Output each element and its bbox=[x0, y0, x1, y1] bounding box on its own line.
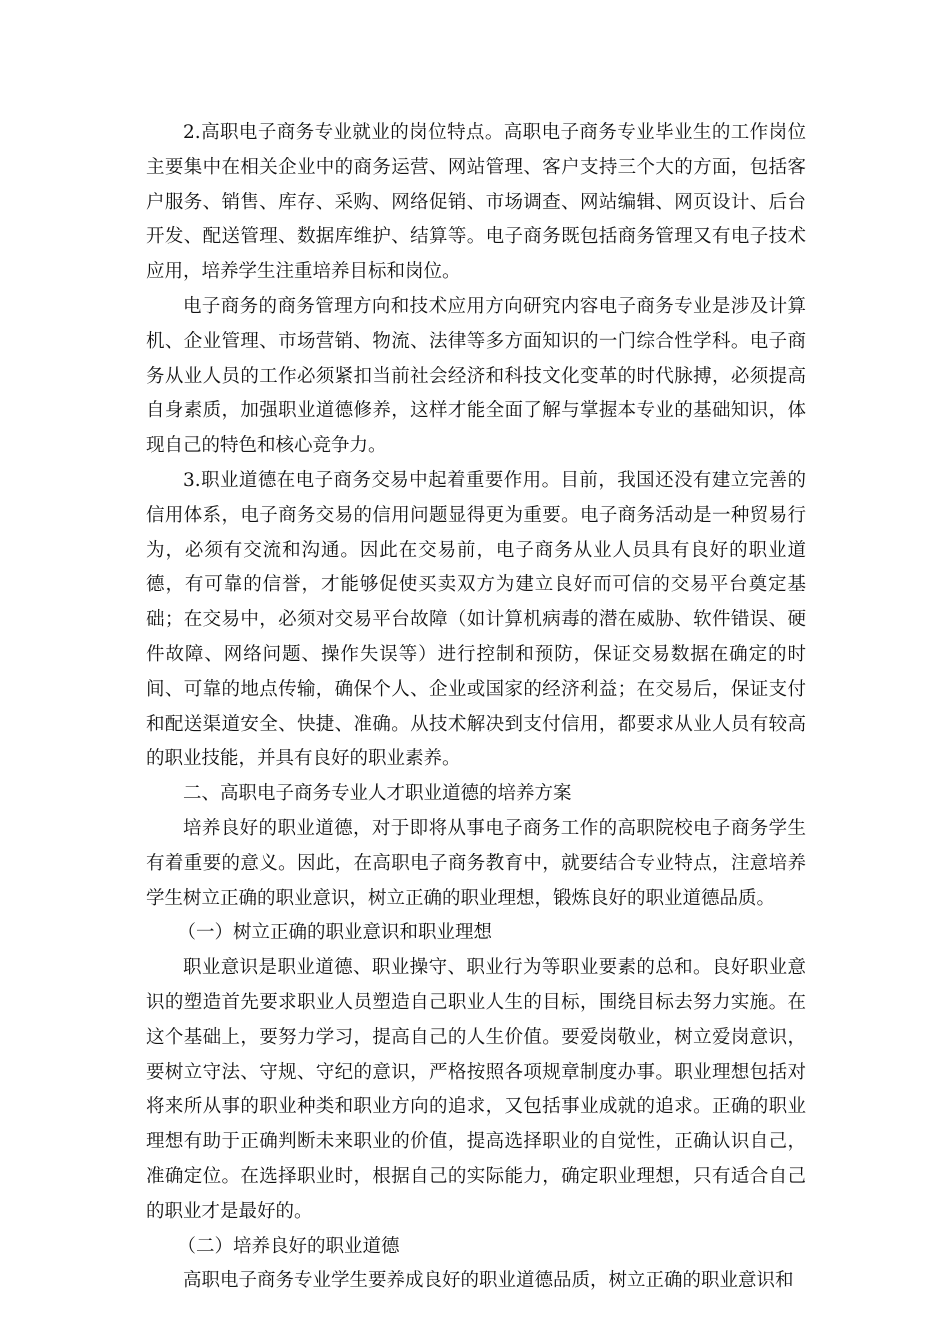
paragraph-professional-ethics: 高职电子商务专业学生要养成良好的职业道德品质，树立正确的职业意识和 bbox=[183, 1270, 794, 1292]
paragraph-training-intro: 培养良好的职业道德，对于即将从事电子商务工作的高职院校电子商务学生有着重要的意义。因此，在高职电子商务教育中，就要结合专业特点，注意培养学生树立正确的职业意识，树立正确的职业理想，锻炼良好的职业道德品质。 bbox=[146, 817, 806, 909]
subheading-career-awareness: （一）树立正确的职业意识和职业理想 bbox=[177, 922, 492, 944]
subheading-professional-ethics: （二）培养良好的职业道德 bbox=[177, 1235, 400, 1257]
paragraph-career-awareness: 职业意识是职业道德、职业操守、职业行为等职业要素的总和。良好职业意识的塑造首先要求职业人员塑造自己职业人生的目标，围绕目标去努力实施。在这个基础上，要努力学习，提高自己的人生价值。要爱岗敬业，树立爱岗意识，要树立守法、守规、守纪的意识，严格按照各项规章制度办事。职业理想包括对将来所从事的职业种类和职业方向的追求，又包括事业成就的追求。正确的职业理想有助于正确判断未来职业的价值，提高选择职业的自觉性，正确认识自己，准确定位。在选择职业时，根据自己的实际能力，确定职业理想，只有适合自己的职业才是最好的。 bbox=[146, 957, 806, 1222]
section-heading-training-plan: 二、高职电子商务专业人才职业道德的培养方案 bbox=[183, 783, 572, 805]
paragraph-job-characteristics: 2.高职电子商务专业就业的岗位特点。高职电子商务专业毕业生的工作岗位主要集中在相关企业中的商务运营、网站管理、客户支持三个大的方面，包括客户服务、销售、库存、采购、网络促销、市场调查、网站编辑、网页设计、后台开发、配送管理、数据库维护、结算等。电子商务既包括商务管理又有电子技术应用，培养学生注重培养目标和岗位。 bbox=[146, 122, 806, 283]
document-page bbox=[146, 116, 806, 1299]
paragraph-management-and-technology: 电子商务的商务管理方向和技术应用方向研究内容电子商务专业是涉及计算机、企业管理、市场营销、物流、法律等多方面知识的一门综合性学科。电子商务从业人员的工作必须紧扣当前社会经济和科技文化变革的时代脉搏，必须提高自身素质，加强职业道德修养，这样才能全面了解与掌握本专业的基础知识，体现自己的特色和核心竞争力。 bbox=[146, 295, 806, 457]
paragraph-ethics-in-transactions: 3.职业道德在电子商务交易中起着重要作用。目前，我国还没有建立完善的信用体系，电子商务交易的信用问题显得更为重要。电子商务活动是一种贸易行为，必须有交流和沟通。因此在交易前，电子商务从业人员具有良好的职业道德，有可靠的信誉，才能够促使买卖双方为建立良好而可信的交易平台奠定基础；在交易中，必须对交易平台故障（如计算机病毒的潜在威胁、软件错误、硬件故障、网络问题、操作失误等）进行控制和预防，保证交易数据在确定的时间、可靠的地点传输，确保个人、企业或国家的经济利益；在交易后，保证支付和配送渠道安全、快捷、准确。从技术解决到支付信用，都要求从业人员有较高的职业技能，并具有良好的职业素养。 bbox=[146, 469, 806, 770]
